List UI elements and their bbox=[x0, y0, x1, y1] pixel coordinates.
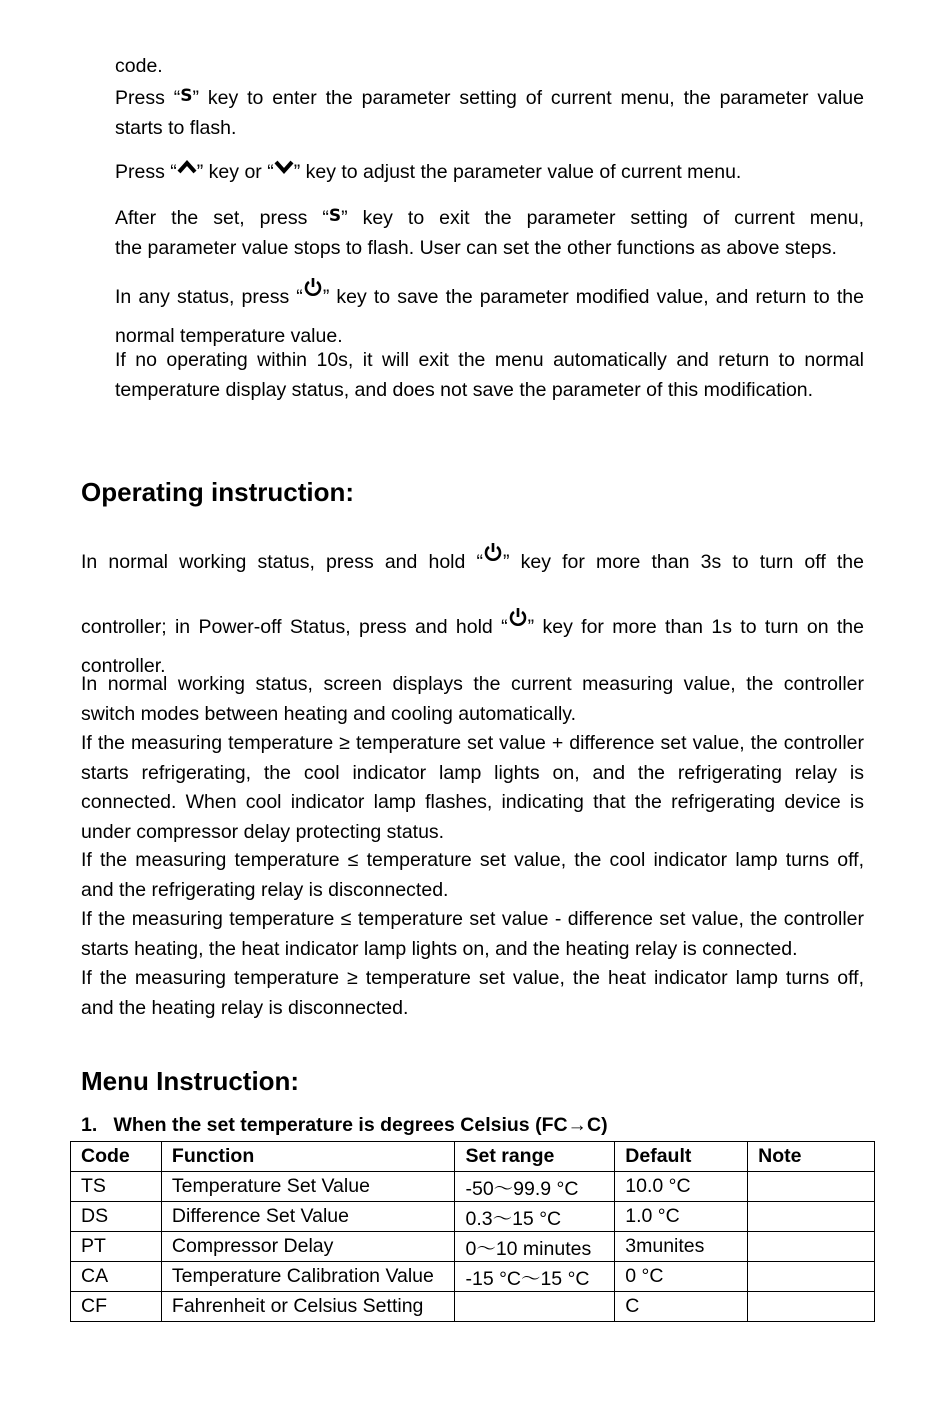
cell-function: Compressor Delay bbox=[161, 1232, 455, 1262]
header-default: Default bbox=[615, 1142, 748, 1172]
cell-default: C bbox=[615, 1292, 748, 1322]
cell-set-range bbox=[455, 1292, 615, 1322]
cell-note bbox=[748, 1292, 875, 1322]
table-row bbox=[71, 1232, 875, 1262]
cool-off-paragraph: If the measuring temperature ≤ temperature set value, the cool indicator lamp turns off, and the refrigerating relay is disconnected. bbox=[81, 849, 864, 901]
set-key-icon: S bbox=[180, 86, 193, 106]
cell-default: 1.0 °C bbox=[615, 1202, 748, 1232]
set-key-exit-instruction: After the set, press “S” key to exit the parameter setting of current menu, the parameter value stops to flash. User can set the other functions as above steps. bbox=[115, 202, 864, 263]
set-key-enter-instruction: Press “S” key to enter the parameter setting of current menu, the parameter value starts to flash. bbox=[115, 82, 864, 143]
header-note: Note bbox=[748, 1142, 875, 1172]
header-code: Code bbox=[71, 1142, 162, 1172]
cell-function: Temperature Set Value bbox=[161, 1172, 455, 1202]
menu-subheading: 1. When the set temperature is degrees Celsius (FC→C) bbox=[81, 1114, 608, 1136]
code-line: code. bbox=[115, 55, 163, 77]
header-function: Function bbox=[161, 1142, 455, 1172]
cell-code: DS bbox=[71, 1202, 162, 1232]
table-row bbox=[71, 1202, 875, 1232]
menu-parameter-table bbox=[70, 1141, 875, 1322]
power-icon bbox=[483, 542, 503, 562]
power-key-save-instruction: In any status, press “ ” key to save the parameter modified value, and return to the normal temperature value. bbox=[115, 277, 864, 351]
cell-set-range: -15 °C～15 °C bbox=[455, 1262, 615, 1292]
table-row bbox=[71, 1262, 875, 1292]
cell-default: 3munites bbox=[615, 1232, 748, 1262]
table-row bbox=[71, 1172, 875, 1202]
working-status-paragraph: In normal working status, screen displays the current measuring value, the controller switch modes between heating and cooling automatically. bbox=[81, 673, 864, 725]
menu-heading: Menu Instruction: bbox=[81, 1066, 300, 1096]
cell-function: Difference Set Value bbox=[161, 1202, 455, 1232]
heat-off-paragraph: If the measuring temperature ≥ temperature set value, the heat indicator lamp turns off, and the heating relay is disconnected. bbox=[81, 967, 864, 1019]
cell-default: 0 °C bbox=[615, 1262, 748, 1292]
arrow-key-instruction: Press “ ” key or “ ” key to adjust the parameter value of current menu. bbox=[115, 161, 742, 183]
down-arrow-icon bbox=[274, 160, 294, 174]
timeout-paragraph: If no operating within 10s, it will exit the menu automatically and return to normal temperature display status, and does not save the parameter of this modification. bbox=[115, 349, 864, 401]
table-row bbox=[71, 1292, 875, 1322]
heating-paragraph: If the measuring temperature ≤ temperature set value - difference set value, the controller starts heating, the heat indicator lamp lights on, and the heating relay is connected. bbox=[81, 908, 864, 960]
up-arrow-icon bbox=[177, 160, 197, 174]
cell-note bbox=[748, 1172, 875, 1202]
cell-function: Temperature Calibration Value bbox=[161, 1262, 455, 1292]
header-set-range: Set range bbox=[455, 1142, 615, 1172]
cell-set-range: 0～10 minutes bbox=[455, 1232, 615, 1262]
power-icon bbox=[508, 607, 528, 627]
cell-code: PT bbox=[71, 1232, 162, 1262]
cell-note bbox=[748, 1202, 875, 1232]
cell-code: CF bbox=[71, 1292, 162, 1322]
power-on-off-instruction: In normal working status, press and hold “ ” key for more than 3s to turn off the controller; in Power-off Status, press and hold “ ” key for more than 1s to turn on the controller. bbox=[81, 542, 864, 682]
cell-code: CA bbox=[71, 1262, 162, 1292]
cell-note bbox=[748, 1262, 875, 1292]
set-key-icon: S bbox=[328, 206, 342, 226]
cell-note bbox=[748, 1232, 875, 1262]
refrigerating-paragraph: If the measuring temperature ≥ temperature set value + difference set value, the controller starts refrigerating, the cool indicator lamp lights on, and the refrigerating relay is connected. When cool indicator lamp flashes, indicating that the refrigerating device is under compressor delay protecting status. bbox=[81, 732, 864, 843]
cell-function: Fahrenheit or Celsius Setting bbox=[161, 1292, 455, 1322]
cell-set-range: -50～99.9 °C bbox=[455, 1172, 615, 1202]
operating-heading: Operating instruction: bbox=[81, 477, 354, 507]
cell-default: 10.0 °C bbox=[615, 1172, 748, 1202]
table-header-row bbox=[71, 1142, 875, 1172]
cell-set-range: 0.3～15 °C bbox=[455, 1202, 615, 1232]
power-icon bbox=[303, 277, 323, 297]
cell-code: TS bbox=[71, 1172, 162, 1202]
